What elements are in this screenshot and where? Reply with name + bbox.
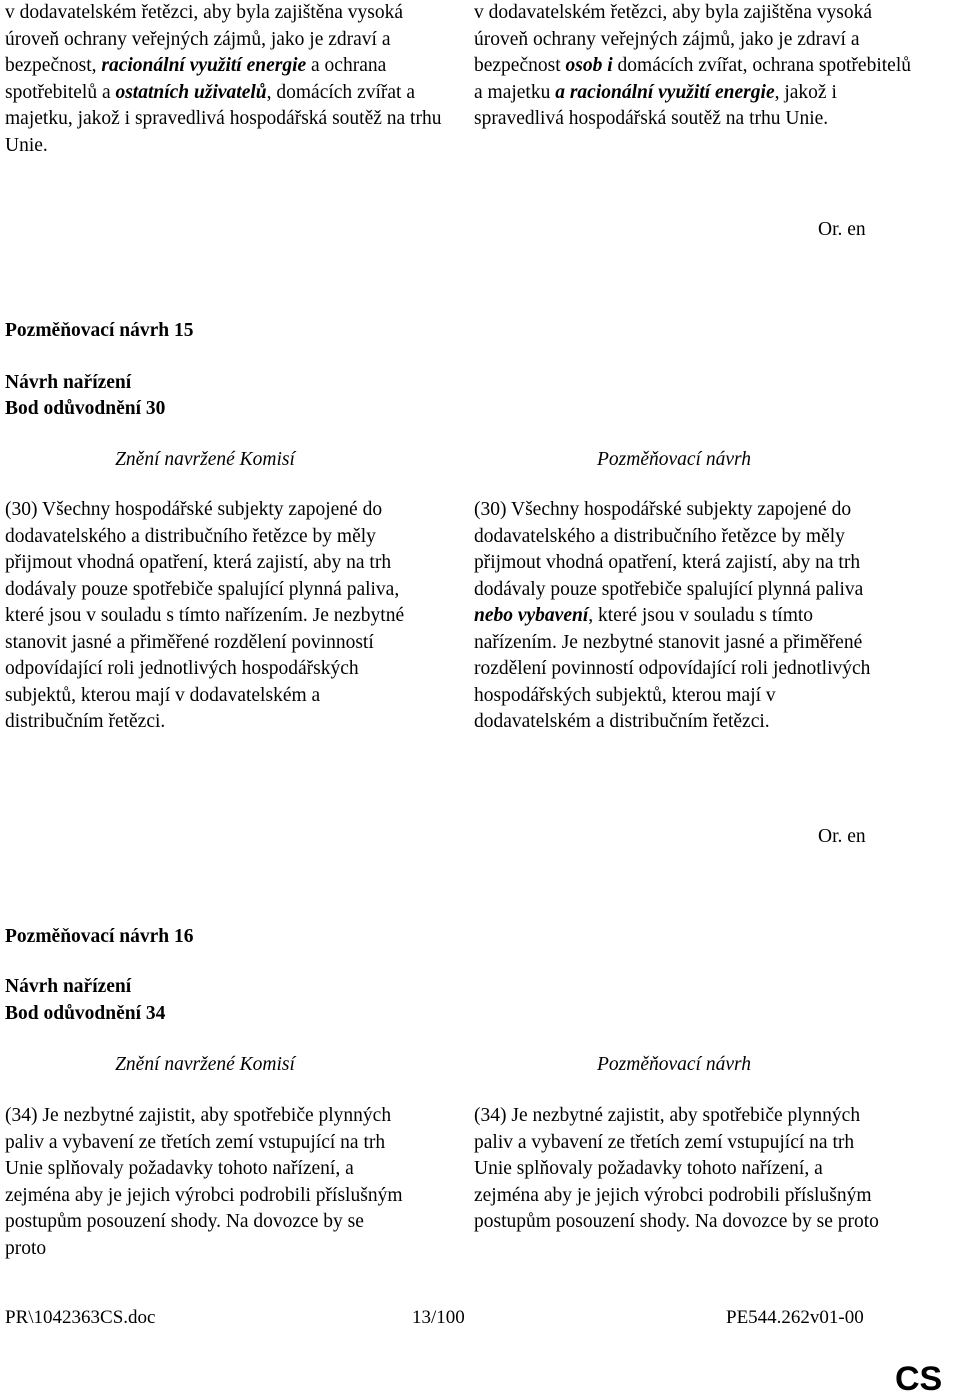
proposal-title: Návrh nařízení <box>5 976 132 997</box>
amendment-label: Pozměňovací návrh <box>5 320 170 341</box>
footer-doc-ref: PR\1042363CS.doc <box>5 1307 156 1328</box>
footer-page-number: 13/100 <box>412 1307 465 1328</box>
am16-commission-text: (34) Je nezbytné zajistit, aby spotřebiče plynných paliv a vybavení ze třetích zemí vstupující na trh Unie splňovaly požadavky tohoto nařízení, a zejména aby je jejich výrobci podrobili příslušným postupům posouzení shody. Na dovozce by se proto <box>5 1105 403 1259</box>
amendment-number: 15 <box>173 320 194 341</box>
column-head-commission: Znění navržené Komisí <box>115 449 295 470</box>
am16-amendment-text: (34) Je nezbytné zajistit, aby spotřebiče plynných paliv a vybavení ze třetích zemí vstupující na trh Unie splňovaly požadavky tohoto nařízení, a zejména aby je jejich výrobci podrobili příslušným postupům posouzení shody. Na dovozce by se proto <box>474 1105 879 1232</box>
am15-commission-text: (30) Všechny hospodářské subjekty zapojené do dodavatelského a distribučního řetězce by měly přijmout vhodná opatření, která zajistí, aby na trh dodávaly pouze spotřebiče spalující plynná paliva, které jsou v souladu s tímto nařízením. Je nezbytné stanovit jasné a přiměřené rozdělení povinností odpovídající roli jednotlivých hospodářských subjektů, kterou mají v dodavatelském a distribučním řetězci. <box>5 499 405 732</box>
column-head-commission: Znění navržené Komisí <box>115 1054 295 1075</box>
am15-amendment-text: (30) Všechny hospodářské subjekty zapojené do dodavatelského a distribučního řetězce by měly přijmout vhodná opatření, která zajistí, aby na trh dodávaly pouze spotřebiče spalující plynná paliva nebo vybavení, které jsou v souladu s tímto nařízením. Je nezbytné stanovit jasné a přiměřené rozdělení povinností odpovídající roli jednotlivých hospodářských subjektů, kterou mají v dodavatelském a distribučním řetězci. <box>474 499 871 732</box>
original-language-1: Or. en <box>818 219 866 240</box>
column-head-amendment: Pozměňovací návrh <box>597 449 751 470</box>
amendment-15-heading <box>5 318 193 345</box>
proposal-title: Návrh nařízení <box>5 372 132 393</box>
original-language-2: Or. en <box>818 826 866 847</box>
footer-language-code: CS <box>895 1360 943 1398</box>
amendment-number: 16 <box>173 926 194 947</box>
column-head-amendment: Pozměňovací návrh <box>597 1054 751 1075</box>
top-right-text: v dodavatelském řetězci, aby byla zajištěna vysoká úroveň ochrany veřejných zájmů, jako je zdraví a bezpečnost osob i domácích zvířat, ochrana spotřebitelů a majetku a racionální využití energie, jakož i spravedlivá hospodářská soutěž na trhu Unie. <box>474 2 911 129</box>
recital-reference: Bod odůvodnění 34 <box>5 1003 166 1024</box>
footer-pe-ref: PE544.262v01-00 <box>726 1307 864 1328</box>
top-left-text: v dodavatelském řetězci, aby byla zajištěna vysoká úroveň ochrany veřejných zájmů, jako je zdraví a bezpečnost, racionální využití energie a ochrana spotřebitelů a ostatních uživatelů, domácích zvířat a majetku, jakož i spravedlivá hospodářská soutěž na trhu Unie. <box>5 2 442 156</box>
amendment-16-heading <box>5 924 193 951</box>
amendment-label: Pozměňovací návrh <box>5 926 170 947</box>
recital-reference: Bod odůvodnění 30 <box>5 398 166 419</box>
